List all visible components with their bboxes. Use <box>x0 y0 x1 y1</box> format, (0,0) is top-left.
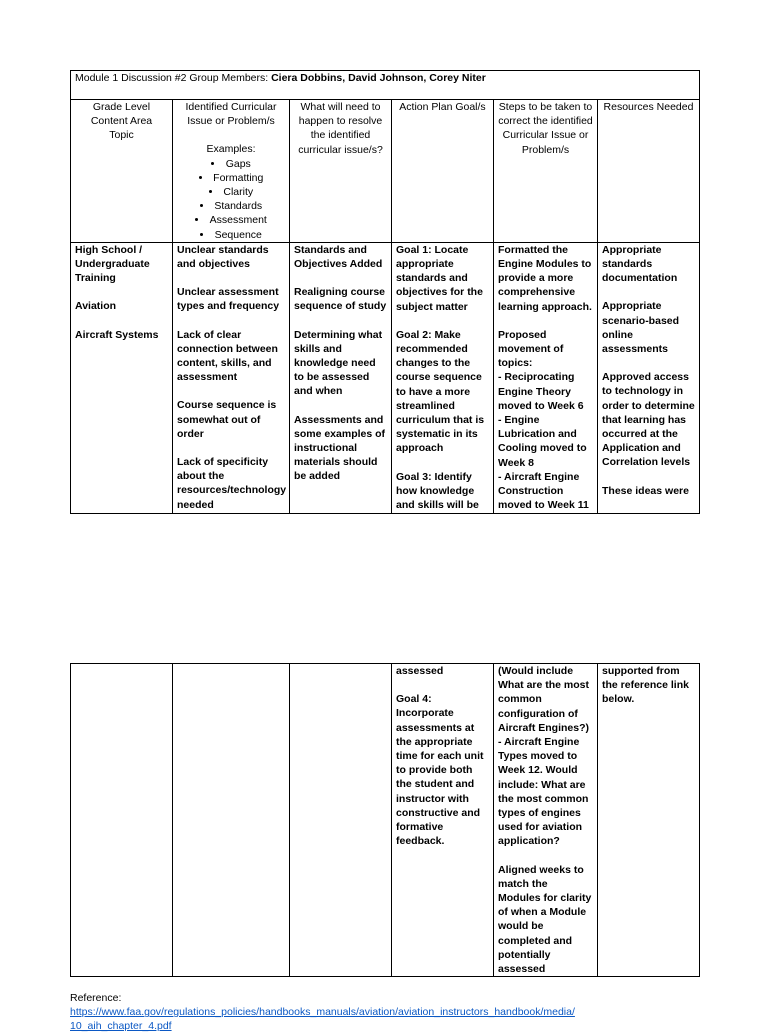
examples-list <box>177 157 285 242</box>
cell-grade-level: High School / Undergraduate Training Aviation Aircraft Systems <box>71 242 173 513</box>
examples-label: Examples: <box>206 143 256 156</box>
cell-empty <box>173 664 290 977</box>
cell-action-plan: Goal 1: Locate appropriate standards and objectives for the subject matter Goal 2: Make recommended changes to the course sequence to have a more streamlined curriculum that is systematic in its approach Goal 3: Identify how knowledge and skills will be <box>392 242 494 513</box>
cell-resources-cont: supported from the reference link below. <box>598 664 700 977</box>
cell-empty <box>71 664 173 977</box>
cell-empty <box>290 664 392 977</box>
header-action-plan: Action Plan Goal/s <box>392 100 494 243</box>
cell-resources: Appropriate standards documentation Appropriate scenario-based online assessments Approved access to technology in order to determine that learning has occurred at the Application and Correlation levels These ideas were <box>598 242 700 513</box>
header-curricular-issue: Identified Curricular Issue or Problem/s Examples: • Gaps • Formatting • Clarity • Standards • Assessment • Sequence <box>173 100 290 243</box>
list-item: • Standards <box>177 199 285 213</box>
list-item: • Assessment <box>177 213 285 227</box>
reference-label: Reference: <box>70 992 122 1004</box>
list-item: • Gaps <box>177 157 285 171</box>
list-item: • Sequence <box>177 228 285 242</box>
header-resources: Resources Needed <box>598 100 700 243</box>
header-grade-level: Grade Level Content Area Topic <box>71 100 173 243</box>
reference-link[interactable]: https://www.faa.gov/regulations_policies/handbooks_manuals/aviation/aviation_instructors_handbook/media/ <box>70 1006 575 1019</box>
title-prefix: Module 1 Discussion #2 Group Members: <box>75 72 272 84</box>
header-resolution: What will need to happen to resolve the identified curricular issue/s? <box>290 100 392 243</box>
reference-section <box>70 991 710 1034</box>
cell-steps-cont: (Would include What are the most common configuration of Aircraft Engines?) - Aircraft Engine Types moved to Week 12. Would include: What are the most common types of engines used for aviation application? Aligned weeks to match the Modules for clarity of when a Module would be completed and potentially assessed <box>494 664 598 977</box>
curriculum-table-page2 <box>70 663 700 977</box>
reference-link-cont[interactable]: 10_aih_chapter_4.pdf <box>70 1020 172 1033</box>
list-item: • Formatting <box>177 171 285 185</box>
group-members: Ciera Dobbins, David Johnson, Corey Niter <box>271 72 486 84</box>
table-title-cell <box>71 71 700 100</box>
cell-action-plan-cont: assessed Goal 4: Incorporate assessments at the appropriate time for each unit to provide both the student and instructor with constructive and formative feedback. <box>392 664 494 977</box>
list-item: • Clarity <box>177 185 285 199</box>
curriculum-table-page1 <box>70 70 700 514</box>
cell-steps: Formatted the Engine Modules to provide a more comprehensive learning approach. Proposed movement of topics: - Reciprocating Engine Theory moved to Week 6 - Engine Lubrication and Cooling moved to Week 8 - Aircraft Engine Construction moved to Week 11 <box>494 242 598 513</box>
cell-curricular-issue: Unclear standards and objectives Unclear assessment types and frequency Lack of clear connection between content, skills, and assessment Course sequence is somewhat out of order Lack of specificity about the resources/technology needed <box>173 242 290 513</box>
header-steps: Steps to be taken to correct the identified Curricular Issue or Problem/s <box>494 100 598 243</box>
cell-resolution: Standards and Objectives Added Realigning course sequence of study Determining what skills and knowledge need to be assessed and when Assessments and some examples of instructional materials should be added <box>290 242 392 513</box>
